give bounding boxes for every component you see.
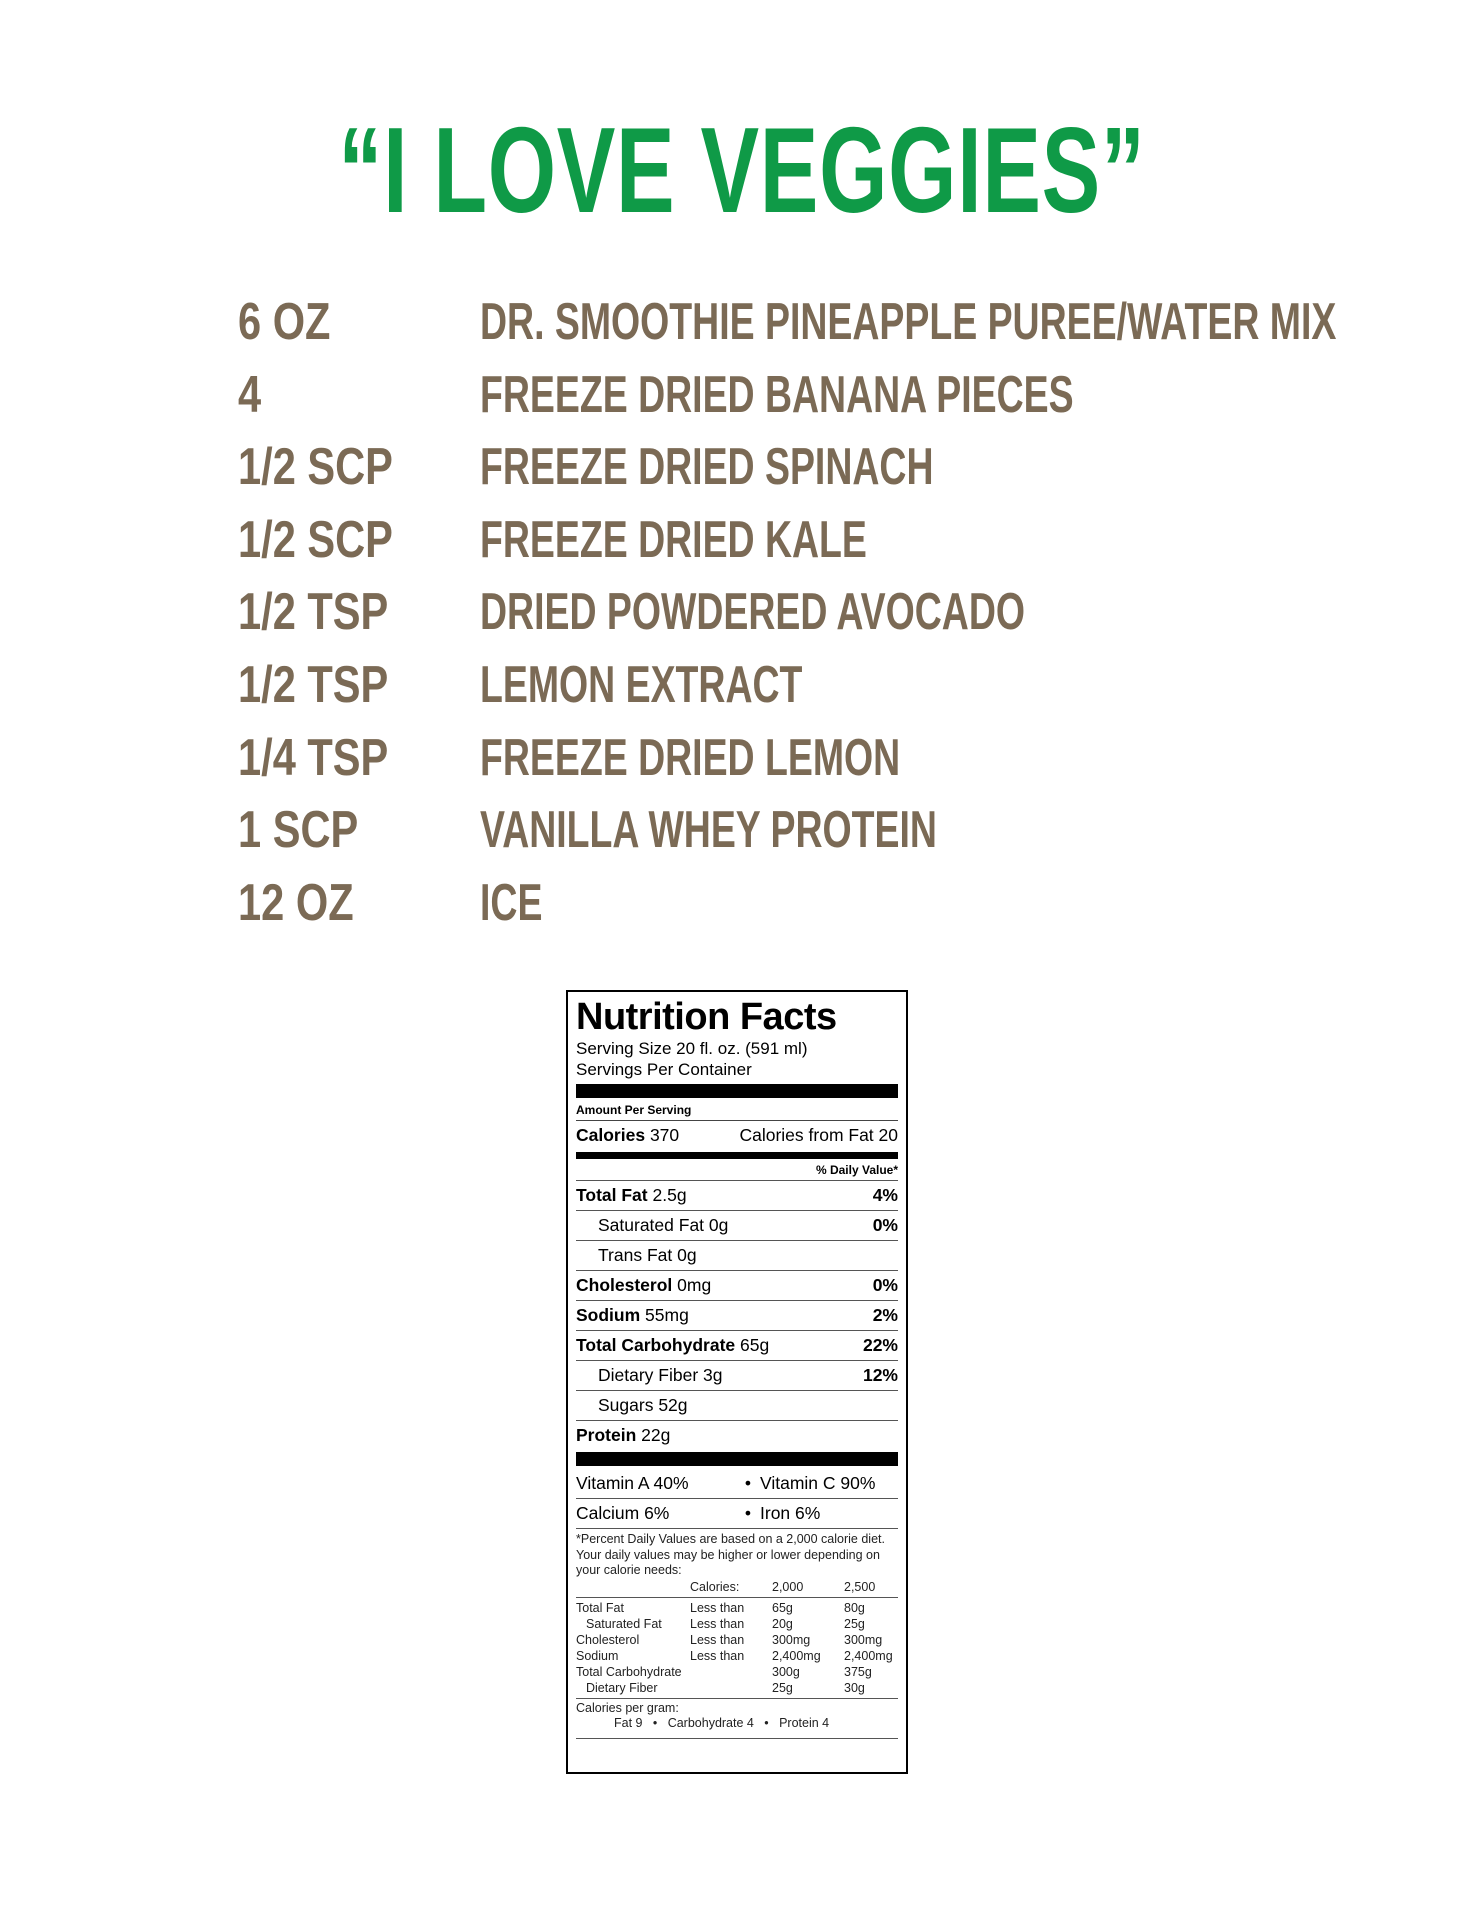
ref-cell <box>690 1680 772 1696</box>
nutrient-row <box>576 1301 898 1331</box>
nutrient-label: Sodium <box>576 1305 641 1325</box>
ref-cell: 375g <box>844 1664 872 1679</box>
ingredient-name: DR. SMOOTHIE PINEAPPLE PUREE/WATER MIX <box>480 293 1337 351</box>
ingredient-name: ICE <box>480 873 543 932</box>
ref-cell: 25g <box>772 1680 793 1695</box>
vitamin-right: Iron 6% <box>760 1503 821 1523</box>
ref-cell: 300mg <box>844 1632 883 1647</box>
ingredient-name: FREEZE DRIED BANANA PIECES <box>480 365 1074 424</box>
nutrient-dv: 4% <box>872 1185 898 1205</box>
ref-cell: 2,400mg <box>844 1648 893 1663</box>
nutrient-dv: 12% <box>862 1365 898 1385</box>
vitamin-row <box>576 1499 898 1529</box>
daily-value-header: % Daily Value* <box>576 1161 898 1181</box>
bullet: • <box>744 1473 752 1493</box>
vitamin-right: Vitamin C 90% <box>760 1473 876 1493</box>
nutrition-facts-label <box>566 990 908 1774</box>
nutrient-amount: 2.5g <box>652 1185 687 1205</box>
calories-value: 370 <box>649 1125 680 1145</box>
ref-cell: 300mg <box>772 1632 811 1647</box>
ref-cell: Cholesterol <box>576 1632 640 1647</box>
ref-cell: 2,400mg <box>772 1648 821 1663</box>
ingredient-row <box>238 431 1388 504</box>
ingredient-qty: 1/2 SCP <box>238 438 393 497</box>
nutrient-row <box>576 1421 898 1450</box>
nutrient-dv: 0% <box>872 1215 898 1235</box>
ingredient-name: DRIED POWDERED AVOCADO <box>480 583 1025 642</box>
ingredient-row <box>238 722 1388 795</box>
nutrient-amount: 0g <box>708 1215 729 1235</box>
ref-cell <box>576 1579 690 1595</box>
vitamin-left: Vitamin A 40% <box>576 1473 689 1493</box>
nutrient-label: Trans Fat <box>598 1245 673 1265</box>
ref-cell: 30g <box>844 1680 865 1695</box>
nutrient-amount: 0g <box>677 1245 697 1265</box>
ref-cell: Total Carbohydrate <box>576 1664 682 1679</box>
ingredient-list <box>238 286 1388 939</box>
divider-medium <box>576 1152 898 1159</box>
divider-thin <box>576 1597 898 1598</box>
ingredient-qty: 1/2 TSP <box>238 583 389 642</box>
ingredient-name: LEMON EXTRACT <box>480 655 803 714</box>
nutrient-dv: 22% <box>862 1335 898 1355</box>
nutrient-amount: 22g <box>641 1425 671 1445</box>
ingredient-name: VANILLA WHEY PROTEIN <box>480 801 937 860</box>
ingredient-row <box>238 649 1388 722</box>
ref-cell: 300g <box>772 1664 800 1679</box>
nutrient-dv: 2% <box>872 1305 898 1325</box>
ingredient-row <box>238 359 1388 432</box>
nutrient-amount: 52g <box>658 1395 688 1415</box>
nutrient-dv: 0% <box>872 1275 898 1295</box>
daily-value-footnote: *Percent Daily Values are based on a 2,000 calorie diet. Your daily values may be higher or lower depending on your calorie needs: <box>576 1532 885 1577</box>
nutrient-label: Total Fat <box>576 1185 648 1205</box>
nutrient-amount: 3g <box>703 1365 723 1385</box>
ingredient-row <box>238 504 1388 577</box>
ref-cell: Less than <box>690 1648 745 1663</box>
nutrient-amount: 65g <box>740 1335 770 1355</box>
ingredient-qty: 1 SCP <box>238 801 359 860</box>
calories-from-fat: Calories from Fat 20 <box>739 1125 898 1145</box>
ref-cell: 20g <box>772 1616 793 1631</box>
recipe-title: “I LOVE VEGGIES” <box>338 102 1146 238</box>
divider-thin <box>576 1738 898 1739</box>
ref-cell: Less than <box>690 1616 745 1631</box>
ref-cell: Total Fat <box>576 1600 624 1615</box>
ingredient-name: FREEZE DRIED SPINACH <box>480 438 934 497</box>
bullet: • <box>744 1503 752 1523</box>
nutrient-label: Protein <box>576 1425 637 1445</box>
ref-cell: 80g <box>844 1600 865 1615</box>
nutrient-row <box>576 1241 898 1271</box>
ingredient-row <box>238 286 1388 359</box>
ref-cell: Sodium <box>576 1648 619 1663</box>
reference-table-header <box>576 1579 898 1595</box>
ingredient-qty: 4 <box>238 365 262 424</box>
reference-table <box>576 1600 898 1696</box>
ref-cell: 2,500 <box>844 1579 876 1594</box>
nutrient-row <box>576 1271 898 1301</box>
ref-cell: Calories: <box>690 1579 740 1594</box>
ref-cell <box>690 1664 772 1680</box>
nutrient-label: Dietary Fiber <box>598 1365 699 1385</box>
calories-per-gram: Calories per gram: <box>576 1700 679 1715</box>
ref-cell: Saturated Fat <box>586 1616 662 1631</box>
ingredient-qty: 1/2 SCP <box>238 510 393 569</box>
nutrient-label: Sugars <box>598 1395 654 1415</box>
nutrient-label: Cholesterol <box>576 1275 673 1295</box>
nutrient-row <box>576 1331 898 1361</box>
calories-row <box>576 1121 898 1150</box>
ref-cell: Less than <box>690 1632 745 1647</box>
nutrient-row <box>576 1391 898 1421</box>
amount-per-serving: Amount Per Serving <box>576 1103 692 1117</box>
servings-per-container: Servings Per Container <box>576 1060 752 1079</box>
calories-label: Calories <box>576 1125 646 1145</box>
nutrient-row <box>576 1361 898 1391</box>
ref-cell: 65g <box>772 1600 793 1615</box>
ingredient-qty: 1/2 TSP <box>238 655 389 714</box>
divider-thin <box>576 1698 898 1699</box>
ingredient-qty: 6 OZ <box>238 293 331 351</box>
ingredient-name: FREEZE DRIED LEMON <box>480 728 901 787</box>
nutrient-label: Total Carbohydrate <box>576 1335 736 1355</box>
ref-cell: 2,000 <box>772 1579 804 1594</box>
nutrition-heading: Nutrition Facts <box>576 996 837 1038</box>
ingredient-row <box>238 576 1388 649</box>
ref-cell: 25g <box>844 1616 865 1631</box>
ingredient-qty: 12 OZ <box>238 873 354 932</box>
calories-per-gram-values: Fat 9 • Carbohydrate 4 • Protein 4 <box>614 1716 830 1730</box>
serving-size: Serving Size 20 fl. oz. (591 ml) <box>576 1039 808 1058</box>
divider-thick <box>576 1452 898 1466</box>
nutrient-label: Saturated Fat <box>598 1215 705 1235</box>
ingredient-row <box>238 794 1388 867</box>
nutrient-amount: 55mg <box>645 1305 689 1325</box>
ingredient-name: FREEZE DRIED KALE <box>480 510 867 569</box>
nutrient-amount: 0mg <box>677 1275 712 1295</box>
divider-thick <box>576 1084 898 1098</box>
vitamin-left: Calcium 6% <box>576 1503 670 1523</box>
vitamin-row <box>576 1469 898 1499</box>
ingredient-row <box>238 867 1388 940</box>
nutrient-row <box>576 1181 898 1211</box>
ingredient-qty: 1/4 TSP <box>238 728 389 787</box>
nutrient-row <box>576 1211 898 1241</box>
ref-cell: Less than <box>690 1600 745 1615</box>
ref-cell: Dietary Fiber <box>586 1680 658 1695</box>
